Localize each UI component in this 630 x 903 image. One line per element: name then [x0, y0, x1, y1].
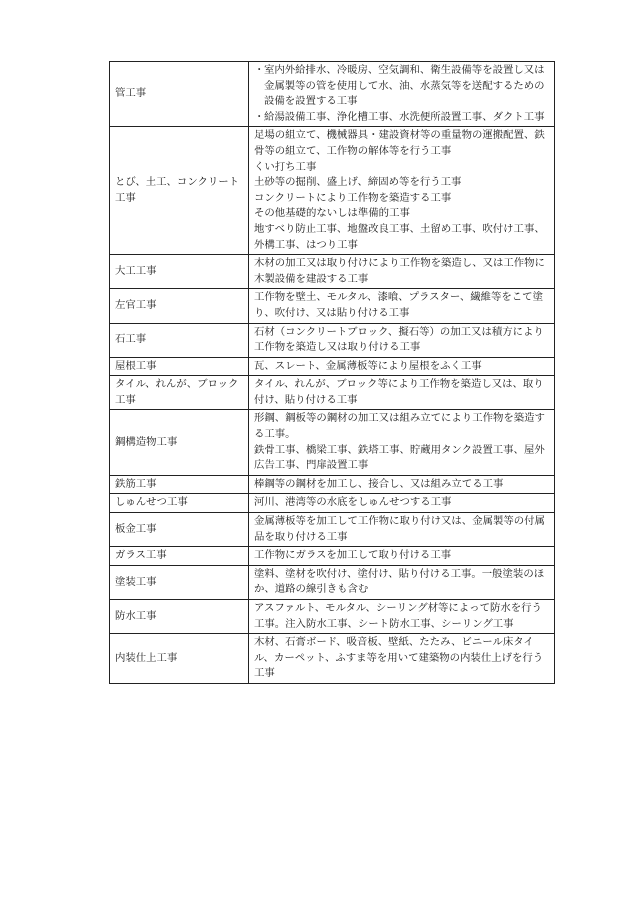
- description-line: 地すべり防止工事、地盤改良工事、土留め工事、吹付け工事、外構工事、はつり工事: [254, 222, 545, 251]
- work-type-name: 鋼構造物工事: [110, 410, 249, 475]
- work-type-name: 防水工事: [110, 600, 249, 634]
- description-line: コンクリートにより工作物を築造する工事: [254, 191, 452, 204]
- work-type-name: 板金工事: [110, 513, 249, 547]
- work-type-name: 塗装工事: [110, 565, 249, 599]
- work-type-description: [249, 410, 555, 475]
- work-type-description: 金属薄板等を加工して工作物に取り付け又は、金属製等の付属品を取り付ける工事: [249, 513, 555, 547]
- table-row: [110, 323, 555, 357]
- work-type-name: 内装仕上工事: [110, 634, 249, 684]
- work-type-description: [249, 127, 555, 255]
- work-type-description: アスファルト、モルタル、シーリング材等によって防水を行う工事。注入防水工事、シート防水工事、シーリング工事: [249, 600, 555, 634]
- table-row: [110, 475, 555, 494]
- work-type-description: 木材の加工又は取り付けにより工作物を築造し、又は工作物に木製設備を建設する工事: [249, 255, 555, 289]
- description-line: くい打ち工事: [254, 160, 317, 173]
- description-line: 形鋼、鋼板等の鋼材の加工又は組み立てにより工作物を築造する工事。: [254, 412, 545, 441]
- table-row: [110, 600, 555, 634]
- description-line: その他基礎的ないしは準備的工事: [254, 207, 410, 220]
- work-type-description: 石材（コンクリートブロック、擬石等）の加工又は積方により工作物を築造し又は取り付ける工事: [249, 323, 555, 357]
- work-type-name: とび、土工、コンクリート工事: [110, 127, 249, 255]
- table-row: [110, 62, 555, 127]
- table-body: [110, 62, 555, 684]
- work-type-name: 左官工事: [110, 289, 249, 323]
- table-row: [110, 255, 555, 289]
- work-type-name: 大工工事: [110, 255, 249, 289]
- table-row: [110, 357, 555, 376]
- table-row: [110, 410, 555, 475]
- work-type-description: 棒鋼等の鋼材を加工し、接合し、又は組み立てる工事: [249, 475, 555, 494]
- work-type-description: 河川、港湾等の水底をしゅんせつする工事: [249, 494, 555, 513]
- table-row: [110, 494, 555, 513]
- table-row: [110, 513, 555, 547]
- bullet-icon: ・: [254, 64, 265, 76]
- bullet-list: [254, 63, 549, 125]
- table-row: [110, 127, 555, 255]
- work-type-name: しゅんせつ工事: [110, 494, 249, 513]
- table-row: [110, 289, 555, 323]
- work-type-name: 石工事: [110, 323, 249, 357]
- work-type-description: 工作物を壁土、モルタル、漆喰、プラスター、繊維等をこて塗り、吹付け、又は貼り付ける工事: [249, 289, 555, 323]
- work-type-description: 瓦、スレート、金属薄板等により屋根をふく工事: [249, 357, 555, 376]
- bullet-icon: ・: [254, 110, 265, 123]
- work-type-description: 木材、石膏ボード、吸音板、壁紙、たたみ、ビニール床タイル、カーペット、ふすま等を用いて建築物の内装仕上げを行う工事: [249, 634, 555, 684]
- work-type-name: 管工事: [110, 62, 249, 127]
- table-row: [110, 376, 555, 410]
- description-line: 足場の組立て、機械器具・建設資材等の重量物の運搬配置、鉄骨等の組立て、工作物の解体等を行う工事: [254, 129, 545, 157]
- work-type-name: 屋根工事: [110, 357, 249, 376]
- bullet-item: ・ 室内外給排水、冷暖房、空気調和、衛生設備等を設置し又は金属製等の管を使用して水、油、水蒸気等を送配するための設備を設置する工事: [254, 64, 545, 108]
- description-line: 土砂等の掘削、盛上げ、締固め等を行う工事: [254, 176, 462, 189]
- table-row: [110, 634, 555, 684]
- table-row: [110, 547, 555, 566]
- work-type-description: 工作物にガラスを加工して取り付ける工事: [249, 547, 555, 566]
- construction-types-table: [109, 61, 555, 684]
- work-type-description: タイル、れんが、ブロック等により工作物を築造し又は、取り付け、貼り付ける工事: [249, 376, 555, 410]
- work-type-description: [249, 62, 555, 127]
- work-type-name: タイル、れんが、ブロック工事: [110, 376, 249, 410]
- work-type-description: 塗料、塗材を吹付け、塗付け、貼り付ける工事。一般塗装のほか、道路の線引きも含む: [249, 565, 555, 599]
- description-line: 鉄骨工事、橋梁工事、鉄塔工事、貯蔵用タンク設置工事、屋外広告工事、門扉設置工事: [254, 443, 545, 472]
- table-row: [110, 565, 555, 599]
- work-type-name: ガラス工事: [110, 547, 249, 566]
- work-type-name: 鉄筋工事: [110, 475, 249, 494]
- bullet-item: ・ 給湯設備工事、浄化槽工事、水洗便所設置工事、ダクト工事: [254, 110, 549, 126]
